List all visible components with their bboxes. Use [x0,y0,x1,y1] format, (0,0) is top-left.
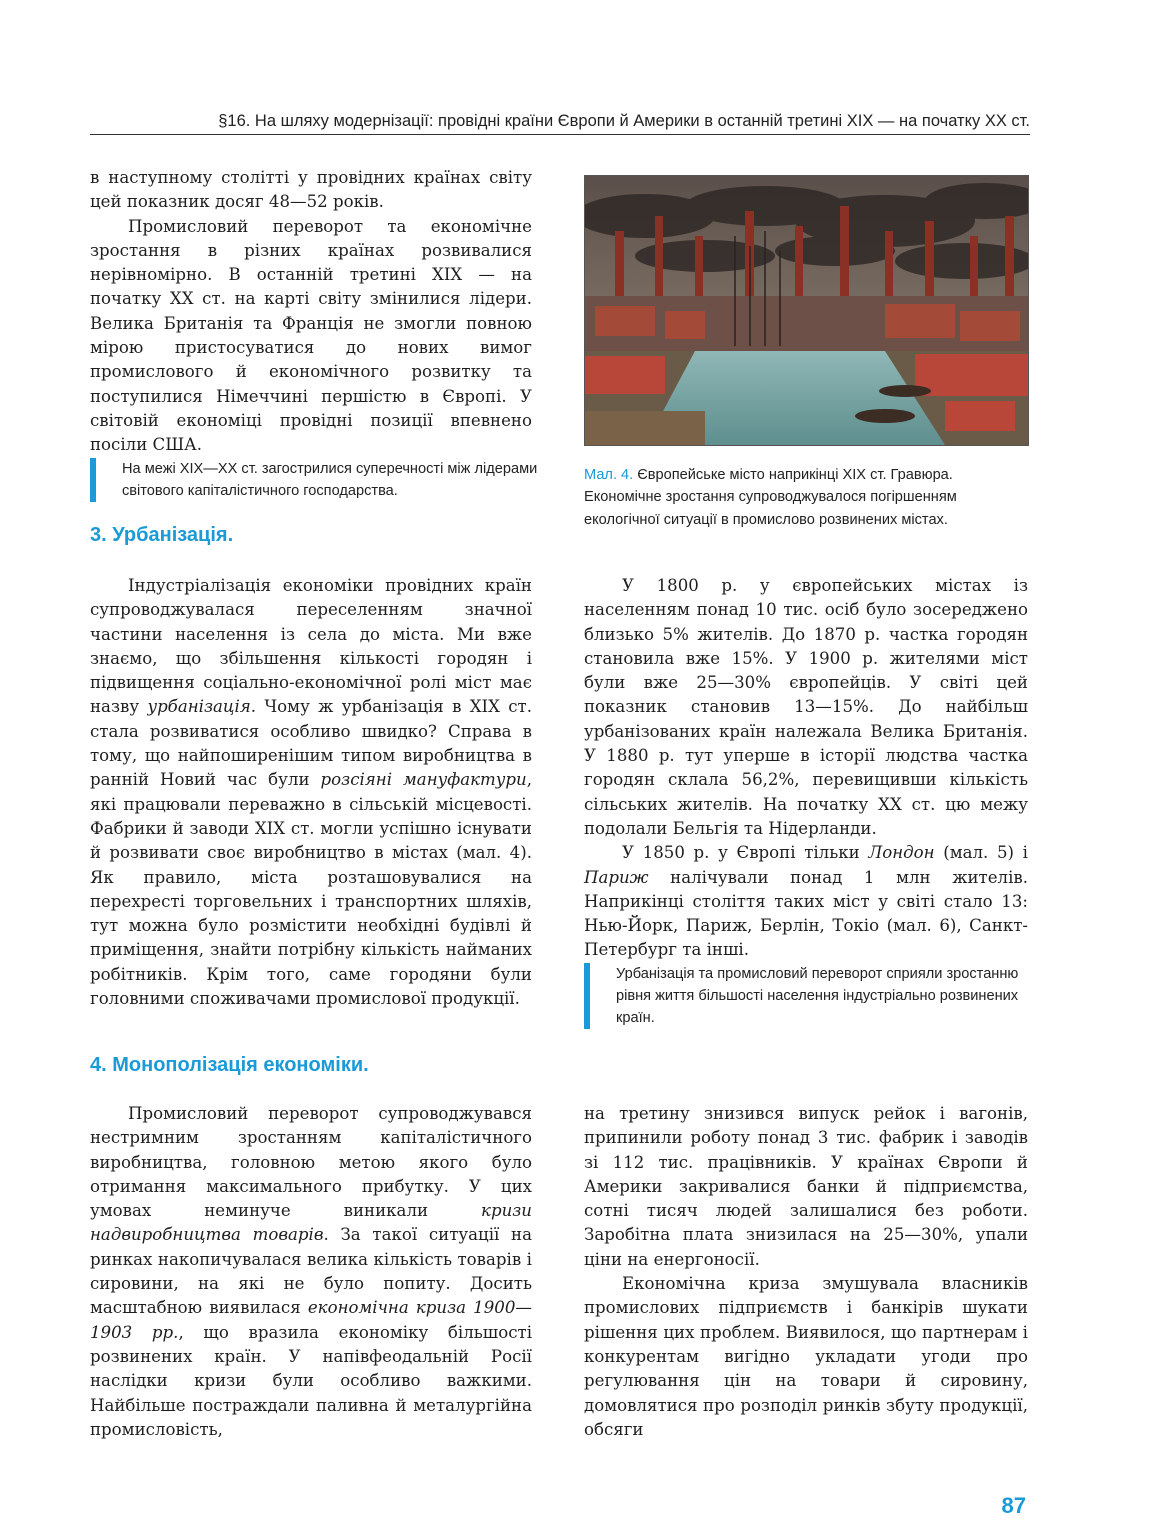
text-run: . Чому ж урбанізація в XIX ст. стала розвиватися особливо швидко? Справа в тому, що найпоширенішим типом виробництва в ранній Новий час були [90,697,532,790]
running-header: §16. На шляху модернізації: провідні країни Європи й Америки в останній третині XIX — на початку XX ст. [218,112,1030,130]
text-run: , що вразила економіку більшості розвинених країн. У напівфеодальній Росії наслідки кризи були особливо важкими. Найбільше постраждали паливна й металургійна промисловість, [90,1322,532,1439]
section-heading-monopolization: 4. Монополізація економіки. [90,1054,369,1076]
section-4-right-column [584,1102,1028,1442]
text-run: Індустріалізація економіки провідних країн супроводжувалася переселенням значної частини населення із села до міста. Ми вже знаємо, що збільшення кількості городян і підвищення соціально-економічної ролі міст має назву [90,576,532,717]
term-paris: Париж [584,867,649,887]
figure-label: Мал. 4. [584,467,634,483]
industrial-city-engraving [584,175,1029,446]
paragraph: Промисловий переворот та економічне зростання в різних країнах розвивалися нерівномірно. В останній третині XIX — на початку XX ст. на карті світу змінилися лідери. Велика Британія та Франція не змогли повною мірою пристосуватися до нових вимог промислового й економічного розвитку та поступилися Німеччині першістю в Європі. У світовій економіці провідні позиції впевнено посіли США. [90,216,532,455]
paragraph: на третину знизився випуск рейок і вагонів, припинили роботу понад 3 тис. фабрик і заводів зі 112 тис. працівників. У країнах Європи й Америки закривалися банки й підприємства, сотні тисяч людей залишалися без роботи. Заробітна плата знизилася на 25—30%, упали ціни на енергоносії. [584,1104,1028,1269]
section-heading-urbanization: 3. Урбанізація. [90,524,234,546]
figure-caption-text: Європейське місто наприкінці XIX ст. Гравюра. Економічне зростання супроводжувалося погіршенням екологічної ситуації в промислово розвинених містах. [584,467,957,528]
section-4-left-column [90,1102,532,1442]
text-run: (мал. 5) і [934,843,1028,863]
paragraph [90,574,532,1011]
term-urbanization: урбанізація [147,697,251,717]
text-run: , які працювали переважно в сільській місцевості. Фабрики й заводи XIX ст. могли успішно існувати й розвивати своє виробництво в містах (мал. 4). Як правило, міста розташовувалися на перехресті торговельних і транспортних шляхів, тут можна було розмістити необхідні будівлі й приміщення, знайти потрібну кількість найманих робітників. Крім того, саме городяни були головними споживачами промислової продукції. [90,770,532,1009]
term-manufactures: розсіяні мануфактури [320,770,527,790]
page-number: 87 [1001,1493,1026,1518]
paragraph: Економічна криза змушувала власників промислових підприємств і банкірів шукати рішення цих проблем. Виявилося, що партнерам і конкурентам вигідно укладати угоди про регулювання цін на товари й сировину, домовлятися про розподіл ринків збуту продукції, обсяги [584,1274,1028,1439]
paragraph [90,1102,532,1442]
header-divider [90,134,1030,135]
term-economic-crisis: економічна криза 1900—1903 рр. [90,1298,532,1342]
key-point-callout: Урбанізація та промисловий переворот сприяли зростанню рівня життя більшості населення індустріально розвинених країн. [584,963,1036,1029]
section-3-right-column [584,574,1028,963]
term-overproduction-crises: кризи надвиробництва товарів [90,1201,532,1245]
key-point-callout: На межі XIX—XX ст. загострилися суперечності між лідерами світового капіталістичного господарства. [90,458,540,502]
figure-caption [584,464,1030,531]
paragraph [584,841,1028,962]
paragraph: У 1800 р. у європейських містах із населенням понад 10 тис. осіб було зосереджено близько 5% жителів. До 1870 р. частка городян становила вже 15%. У 1900 р. жителями міст були вже 25—30% європейців. У світі цей показник становив 13—15%. До найбільш урбанізованих країн належала Велика Британія. У 1880 р. тут уперше в історії людства частка городян склала 56,2%, перевищивши кількість сільських жителів. На початку XX ст. цю межу подолали Бельгія та Нідерланди. [584,576,1028,838]
text-run: Промисловий переворот супроводжувався нестримним зростанням капіталістичного виробництва, головною метою якого було отримання максимального прибутку. У цих умовах неминуче виникали [90,1104,532,1221]
text-run: налічували понад 1 млн жителів. Наприкінці століття таких міст у світі стало 13: Нью-Йорк, Париж, Берлін, Токіо (мал. 6), Санкт-Петербург та інші. [584,867,1028,960]
section-3-left-column [90,574,532,1011]
left-top-column [90,166,532,458]
term-london: Лондон [868,843,935,863]
text-run: . За такої ситуації на ринках накопичувалася велика кількість товарів і сировини, на які не було попиту. Досить масштабною виявилася [90,1225,532,1318]
text-run: У 1850 р. у Європі тільки [622,843,869,863]
paragraph: в наступному столітті у провідних країнах світу цей показник досяг 48—52 років. [90,168,532,212]
